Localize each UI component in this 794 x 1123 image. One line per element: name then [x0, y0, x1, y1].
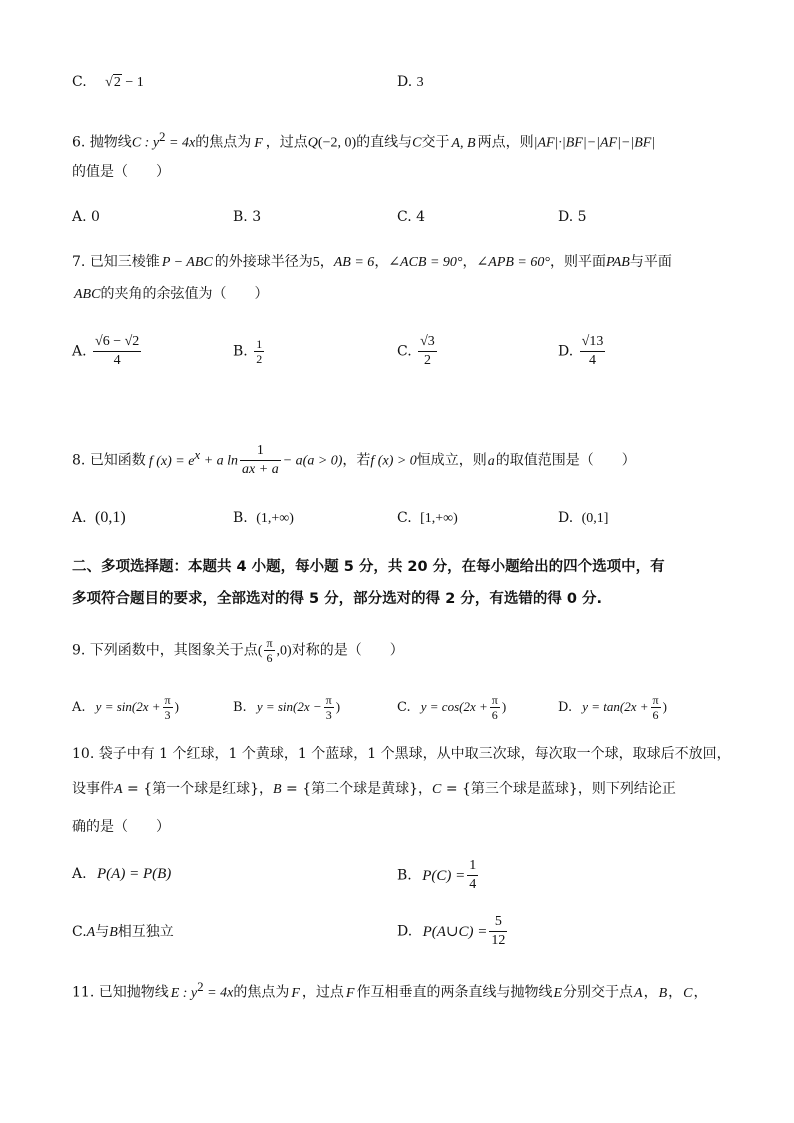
question-number: 6. — [72, 134, 86, 151]
q7-stem-line1 — [72, 252, 672, 273]
q9-option-d — [558, 693, 667, 722]
q7-option-c — [397, 333, 439, 370]
q5-option-d — [397, 72, 424, 93]
radicand: 2 — [113, 75, 121, 90]
text: 与 — [95, 924, 110, 940]
math: y = cos(2x + — [420, 699, 488, 714]
q10-stem-line1: 10. 袋子中有 1 个红球，1 个黄球，1 个蓝球，1 个黑球，从中取三次球，每次取一个球，取球后不放回， — [72, 746, 731, 762]
math: B — [658, 985, 668, 1001]
math: ABC — [74, 287, 101, 302]
math: + a ln — [200, 453, 239, 469]
text: 恒成立，则 — [416, 452, 487, 469]
q7-option-a — [72, 333, 143, 370]
numerator: π — [325, 693, 332, 707]
fraction — [163, 693, 173, 722]
fraction — [418, 333, 437, 370]
denominator: 2 — [423, 353, 431, 368]
q8-stem — [72, 442, 636, 479]
text: 相互独立 — [117, 924, 174, 940]
q10-option-d — [397, 913, 509, 950]
math: F — [254, 135, 263, 151]
q6-option-d: D. 5 — [558, 209, 587, 225]
fraction — [240, 442, 281, 479]
fraction — [93, 333, 141, 370]
denominator: 12 — [491, 933, 506, 948]
q8-option-c — [397, 508, 458, 529]
text: 作互相垂直的两条直线与抛物线 — [356, 984, 553, 1001]
text: 抛物线 — [89, 134, 132, 151]
option-label: D. — [397, 923, 413, 940]
q6-stem-line1 — [72, 127, 655, 154]
section-heading-line1: 二、多项选择题：本题共 4 小题，每小题 5 分，共 20 分，在每小题给出的四个选项中，有 — [72, 559, 665, 575]
math: = 4x — [165, 135, 196, 151]
text: 交于 — [421, 134, 450, 151]
option-label: A. — [72, 510, 87, 526]
math: f (x) > 0 — [370, 453, 417, 469]
option-label: A. — [72, 700, 86, 715]
text: ， — [418, 781, 433, 797]
denominator: 4 — [588, 353, 596, 368]
option-label: B. — [397, 867, 412, 884]
option-label: C. — [72, 924, 87, 940]
q8-option-b — [233, 508, 294, 529]
q10-option-c — [72, 922, 174, 943]
math: A — [634, 985, 643, 1001]
text: ， — [374, 254, 389, 270]
sqrt-symbol: √ — [105, 75, 113, 90]
q6-option-c: C. 4 — [397, 209, 426, 225]
math: E : y — [170, 985, 198, 1001]
option-label: A. — [72, 343, 87, 360]
numerator: √6 − √2 — [93, 333, 141, 352]
math: (−2, 0) — [317, 135, 357, 151]
option-label: C. — [397, 510, 412, 526]
fraction — [467, 857, 478, 894]
numerator: π — [652, 693, 659, 707]
event-set: = {第三个球是蓝球} — [441, 781, 578, 797]
math: B — [273, 782, 282, 797]
denominator: 6 — [491, 708, 498, 722]
option-label: A. — [72, 866, 87, 882]
math: C — [432, 782, 442, 797]
text: 已知三棱锥 — [89, 254, 160, 270]
text: 的焦点为 — [233, 984, 290, 1001]
q10-option-b — [397, 857, 480, 894]
denominator: ax + a — [242, 462, 279, 477]
math: |AF|·|BF|−|AF|−|BF| — [533, 135, 656, 151]
q6-option-a: A. 0 — [72, 209, 100, 225]
math: y = sin(2x − — [256, 699, 322, 714]
math: AB = 6 — [333, 255, 375, 270]
option-label: B. — [233, 700, 247, 715]
fraction — [254, 337, 264, 366]
math: ) — [662, 699, 667, 714]
fraction — [264, 636, 274, 665]
text: ， — [462, 254, 477, 270]
text: 的焦点为 — [195, 134, 252, 151]
q7-stem-line2 — [74, 284, 268, 305]
text: ， — [259, 781, 274, 797]
text: 已知抛物线 — [98, 984, 169, 1001]
q7-option-d — [558, 333, 607, 370]
math: PAB — [605, 255, 630, 270]
text: ， — [643, 984, 658, 1001]
math: ) — [501, 699, 507, 714]
math: 5 — [312, 255, 320, 270]
text: 下列函数中，其图象关于点 — [89, 642, 258, 659]
option-value: − 1 — [121, 75, 144, 90]
q6-option-b: B. 3 — [233, 209, 262, 225]
math: P(C) = — [422, 867, 466, 884]
q9-option-b — [233, 693, 340, 722]
math: ,0) — [276, 643, 292, 659]
math: y = sin(2x + — [95, 699, 161, 714]
text: 与平面 — [629, 254, 672, 270]
denominator: 4 — [469, 877, 477, 892]
numerator: π — [491, 693, 498, 707]
text: ，过点 — [301, 984, 344, 1001]
q11-stem — [72, 977, 707, 1004]
option-label: B. — [233, 343, 248, 360]
q10-stem-line2 — [72, 779, 676, 800]
option-label: D. — [558, 343, 574, 360]
text: ， — [319, 254, 334, 270]
question-number: 8. — [72, 452, 86, 469]
q9-option-a — [72, 693, 179, 722]
math: P − ABC — [161, 255, 213, 270]
math: f (x) = e — [148, 453, 195, 469]
superscript: 2 — [197, 979, 204, 994]
option-value: (0,1] — [581, 511, 609, 526]
text: 的直线与 — [356, 134, 413, 151]
numerator: √13 — [580, 333, 606, 352]
fraction — [580, 333, 606, 370]
option-label: B. — [233, 510, 248, 526]
option-label: C. — [397, 343, 412, 360]
fraction — [489, 913, 507, 950]
text: 分别交于点 — [563, 984, 634, 1001]
option-value: (0,1) — [95, 509, 126, 526]
math: F — [291, 985, 300, 1001]
q7-option-b — [233, 337, 266, 366]
math: A — [114, 782, 123, 797]
math: ∠APB = 60° — [476, 255, 550, 270]
text: 对称的是（ ） — [291, 642, 404, 659]
text: ，过点 — [265, 134, 308, 151]
option-label: C. — [397, 700, 411, 715]
math: ∠ACB = 90° — [388, 255, 463, 270]
math: A, B — [451, 135, 476, 151]
superscript: x — [194, 446, 201, 462]
fraction — [490, 693, 500, 722]
option-label: D. — [558, 510, 574, 526]
numerator: 1 — [256, 337, 263, 351]
numerator: 5 — [489, 913, 507, 932]
fraction — [324, 693, 334, 722]
option-value: 3 — [416, 75, 424, 90]
event-set: = {第一个球是红球} — [122, 781, 260, 797]
numerator: 1 — [467, 857, 478, 876]
option-label: C. — [72, 74, 87, 90]
denominator: 3 — [164, 708, 171, 722]
q10-option-a — [72, 864, 171, 884]
fraction — [651, 693, 661, 722]
q8-option-a — [72, 508, 126, 528]
math: C — [412, 135, 422, 151]
math: = 4x — [203, 985, 234, 1001]
math: ) — [174, 699, 179, 714]
option-value: (1,+∞) — [256, 511, 294, 526]
text: ， — [668, 984, 683, 1001]
text: 的取值范围是（ ） — [495, 452, 636, 469]
math: − a(a > 0) — [282, 453, 343, 469]
q10-stem-line3: 确的是（ ） — [72, 819, 170, 835]
math: a — [487, 453, 495, 469]
q9-stem — [72, 636, 404, 665]
text: 的外接球半径为 — [214, 254, 313, 270]
text: ，若 — [342, 452, 371, 469]
math: y = tan(2x + — [582, 699, 649, 714]
question-number: 11. — [72, 984, 95, 1001]
math: Q — [307, 135, 318, 151]
denominator: 4 — [113, 353, 121, 368]
denominator: 6 — [652, 708, 659, 722]
section-heading-line2: 多项符合题目的要求，全部选对的得 5 分，部分选对的得 2 分，有选错的得 0 分. — [72, 591, 603, 607]
option-label: D. — [558, 700, 573, 715]
text: 的夹角的余弦值为（ ） — [100, 286, 269, 302]
event-set: = {第二个球是黄球} — [281, 781, 419, 797]
math: ) — [335, 699, 341, 714]
numerator: 1 — [240, 442, 281, 461]
math: C — [131, 135, 142, 151]
question-number: 7. — [72, 254, 86, 270]
denominator: 6 — [266, 651, 273, 665]
text: ，则下列结论正 — [577, 781, 676, 797]
option-label: D. — [397, 74, 413, 90]
q6-stem-line2: 的值是（ ） — [72, 164, 170, 180]
q9-option-c — [397, 693, 506, 722]
math: E — [553, 985, 563, 1001]
denominator: 2 — [256, 352, 263, 366]
math: F — [345, 985, 355, 1001]
math: P(A) = P(B) — [97, 866, 172, 882]
numerator: √3 — [418, 333, 437, 352]
text: 已知函数 — [89, 452, 146, 469]
text: 两点，则 — [477, 134, 534, 151]
text: ， — [693, 984, 708, 1001]
text: 设事件 — [72, 781, 114, 797]
numerator: π — [266, 636, 273, 650]
math: C — [683, 985, 693, 1001]
text: ，则平面 — [549, 254, 606, 270]
math: B — [109, 925, 118, 940]
math: : y — [141, 135, 160, 151]
numerator: π — [164, 693, 171, 707]
question-number: 9. — [72, 642, 86, 659]
q8-option-d — [558, 508, 608, 529]
denominator: 3 — [325, 708, 332, 722]
q5-option-c — [72, 72, 144, 93]
option-value: [1,+∞) — [420, 511, 458, 526]
math: A — [86, 925, 96, 940]
math: P(A∪C) = — [422, 923, 488, 940]
math: ( — [257, 643, 263, 659]
superscript: 2 — [159, 129, 166, 144]
